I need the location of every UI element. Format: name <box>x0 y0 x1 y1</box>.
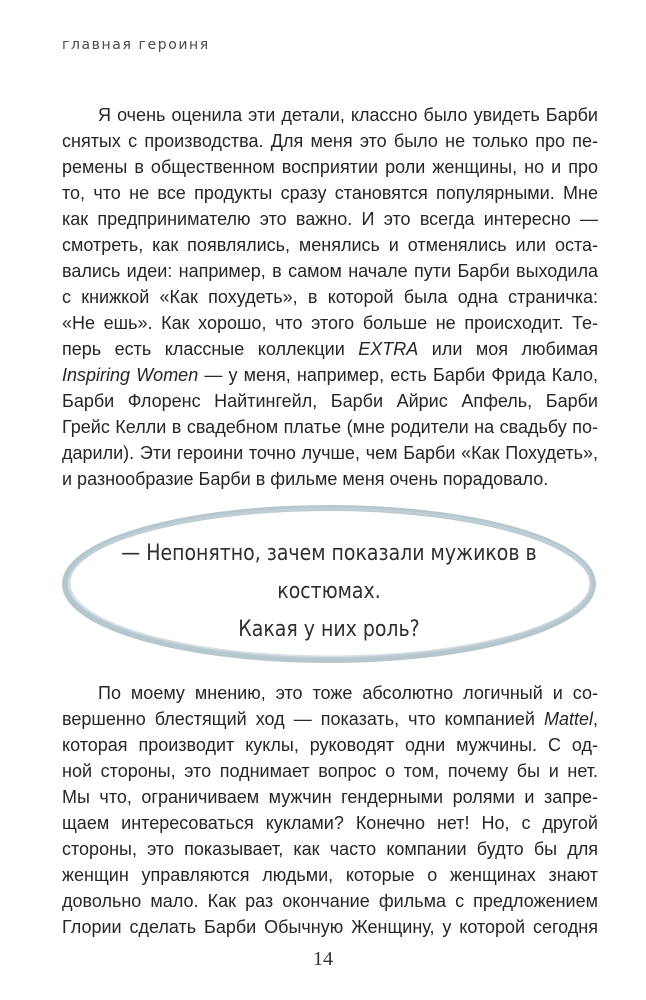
text-line <box>62 336 598 362</box>
paragraph-2 <box>62 680 598 940</box>
pull-quote <box>96 535 562 649</box>
text-line: щаем интересоваться куклами? Конечно нет! Но, с другой <box>62 813 598 833</box>
text-line: то, что не все продукты сразу становятся популярными. Мне <box>62 183 598 203</box>
text-line: Грейс Келли в свадебном платье (мне родители на свадьбу по- <box>62 417 598 437</box>
text-line: довольно мало. Как раз окончание фильма с предложением <box>62 891 598 911</box>
text-run: перь есть классные коллекции <box>62 339 359 359</box>
italic-term-mattel: Mattel <box>543 709 593 729</box>
text-line: дарили). Эти героини точно лучше, чем Барби «Как Похудеть», <box>62 443 598 463</box>
text-line: снятых с производства. Для меня это было не только про пе- <box>62 131 598 151</box>
text-line: которая производит куклы, руководят одни мужчины. С од- <box>62 735 598 755</box>
text-run: или моя любимая <box>418 339 599 359</box>
running-head: главная героиня <box>62 37 210 53</box>
text-run: вершенно блестящий ход — показать, что компанией <box>62 709 544 729</box>
text-line: с книжкой «Как похудеть», в которой была одна страничка: <box>62 287 598 307</box>
text-line: как предпринимателю это важно. И это всегда интересно — <box>62 209 598 229</box>
text-line: смотреть, как появлялись, менялись и отменялись или оста- <box>62 235 598 255</box>
text-line: Глории сделать Барби Обычную Женщину, у которой сегодня <box>62 917 598 937</box>
text-run: , <box>592 709 598 729</box>
text-line: женщин управляются людьми, которые о женщинах знают <box>62 865 598 885</box>
text-line: Мы что, ограничиваем мужчин гендерными ролями и запре- <box>62 787 598 807</box>
text-line: Барби Флоренс Найтингейл, Барби Айрис Апфель, Барби <box>62 391 598 411</box>
text-line: «Не ешь». Как хорошо, что этого больше не происходит. Те- <box>62 313 598 333</box>
text-line: ной стороны, это поднимает вопрос о том, почему бы и нет. <box>62 761 598 781</box>
text-run: — у меня, например, есть Барби Фрида Кало, <box>198 365 598 385</box>
text-line: По моему мнению, это тоже абсолютно логичный и со- <box>98 683 598 703</box>
quote-line: Какая у них роль? <box>238 617 420 642</box>
text-line: и разнообразие Барби в фильме меня очень порадовало. <box>62 469 549 489</box>
italic-term-extra: EXTRA <box>358 339 419 359</box>
page-number: 14 <box>313 948 333 970</box>
quote-line: — Непонятно, зачем показали мужиков в костюмах. <box>121 541 537 604</box>
text-line: Я очень оценила эти детали, классно было увидеть Барби <box>98 105 598 125</box>
text-line <box>62 706 598 732</box>
paragraph-1 <box>62 102 598 492</box>
italic-term-inspiring-women: Inspiring Women <box>62 365 199 385</box>
text-line <box>62 362 598 388</box>
text-line: ремены в общественном восприятии роли женщины, но и про <box>62 157 598 177</box>
text-line: стороны, это показывает, как часто компании будто бы для <box>62 839 598 859</box>
text-line: вались идеи: например, в самом начале пути Барби выходила <box>62 261 598 281</box>
